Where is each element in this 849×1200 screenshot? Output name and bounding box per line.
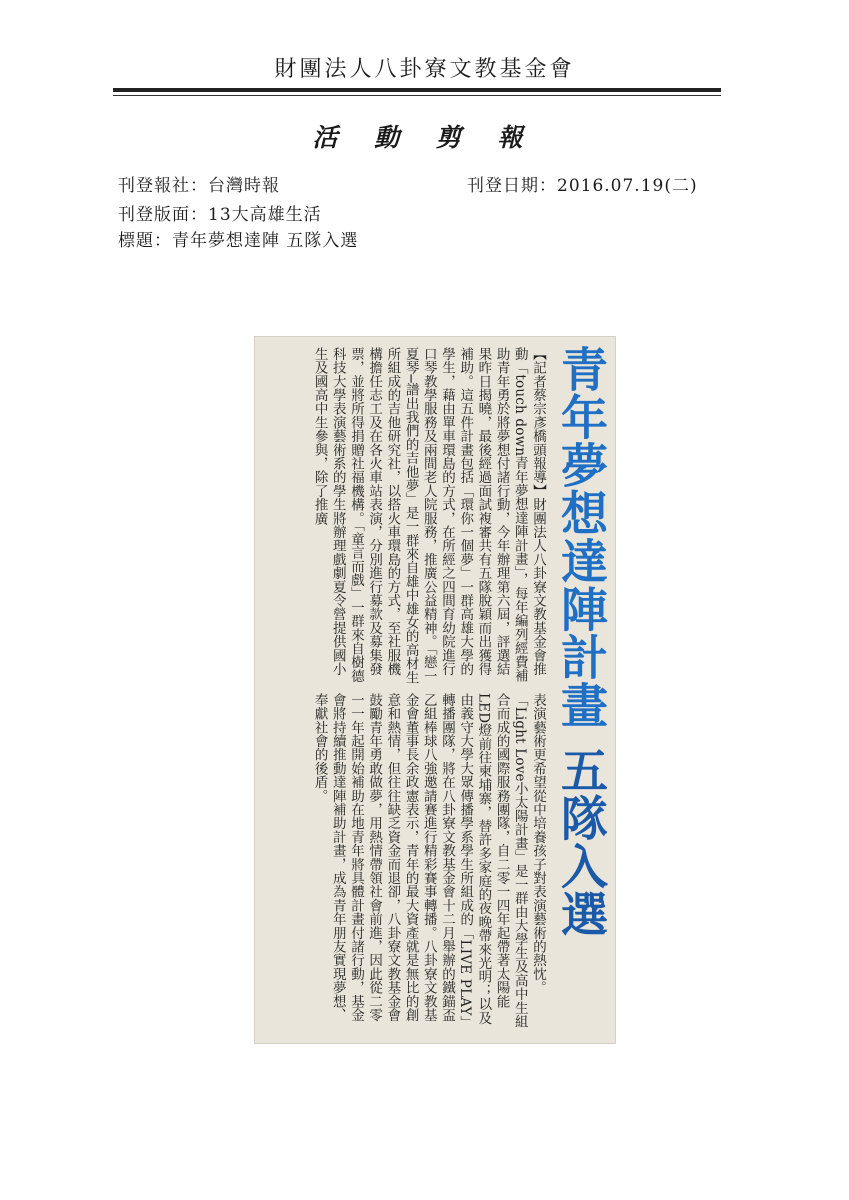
clipping-body-lower: 表演藝術更希望從中培養孩子對表演藝術的熱忱。「Light Love小太陽計畫」是一群由大學生及高中生組合而成的國際服務團隊，自二零一四年起帶著太陽能LED燈前往柬埔寨，替許多家庭的夜晚帶來光明；以及由義守大學大眾傳播學系學生所組成的「LIVE PLAY」轉播團隊，將在八卦寮文教基金會十二月舉辦的鐵錨盃乙組棒球八強邀請賽進行精彩賽事轉播。八卦寮文教基金會董事長余政憲表示，青年的最大資產就是無比的創意和熱情，但往往缺乏資金而退卻，八卦寮文教基金會鼓勵青年勇敢做夢，用熱情帶領社會前進，因此從二零一一年起開始補助在地青年將具體計畫付諸行動，基金會將持續推動達陣補助計畫，成為青年朋友實現夢想、奉獻社會的後盾。 bbox=[311, 693, 546, 1030]
publication-newspaper: 刊登報社：台灣時報 bbox=[118, 176, 280, 196]
clipping-headline-sub: 五隊入選 bbox=[553, 746, 608, 939]
newspaper-clipping bbox=[255, 337, 615, 1043]
clipping-headline-main: 青年夢想達陣計畫 bbox=[553, 345, 608, 729]
clipping-headline bbox=[551, 345, 609, 1035]
foundation-name: 財團法人八卦寮文教基金會 bbox=[274, 57, 575, 82]
page-title: 活 動 剪 報 bbox=[312, 123, 537, 152]
header-rule-thin bbox=[113, 95, 721, 96]
header-rule-thick bbox=[113, 88, 721, 92]
publication-section: 刊登版面：13大高雄生活 bbox=[118, 205, 322, 225]
publication-date: 刊登日期：2016.07.19(二) bbox=[467, 176, 698, 196]
clipping-body-upper: 【記者蔡宗彥橋頭報導】財團法人八卦寮文教基金會推動「touch down青年夢想達陣計畫」，每年編列經費補助青年勇於將夢想付諸行動，今年辦理第六屆，評選結果昨日揭曉，最後經過面試複審共有五隊脫穎而出獲得補助。這五件計畫包括「環你一個夢」一群高雄大學的學生，藉由單車環島的方式，在所經之四間育幼院進行口琴教學服務及兩間老人院服務，推廣公益精神。「戀一夏琴─譜出我們的吉他夢」是一群來自雄中雄女的高材生所組成的吉他研究社，以搭火車環島的方式，至社服機構擔任志工及在各火車站表演，分別進行募款及募集發票，並將所得捐贈社福機構。「童言而戲」一群來自樹德科技大學表演藝術系的學生將辦理戲劇夏令營提供國小生及國高中生參與，除了推廣 bbox=[311, 347, 546, 685]
article-title-line: 標題：青年夢想達陣 五隊入選 bbox=[118, 231, 359, 251]
